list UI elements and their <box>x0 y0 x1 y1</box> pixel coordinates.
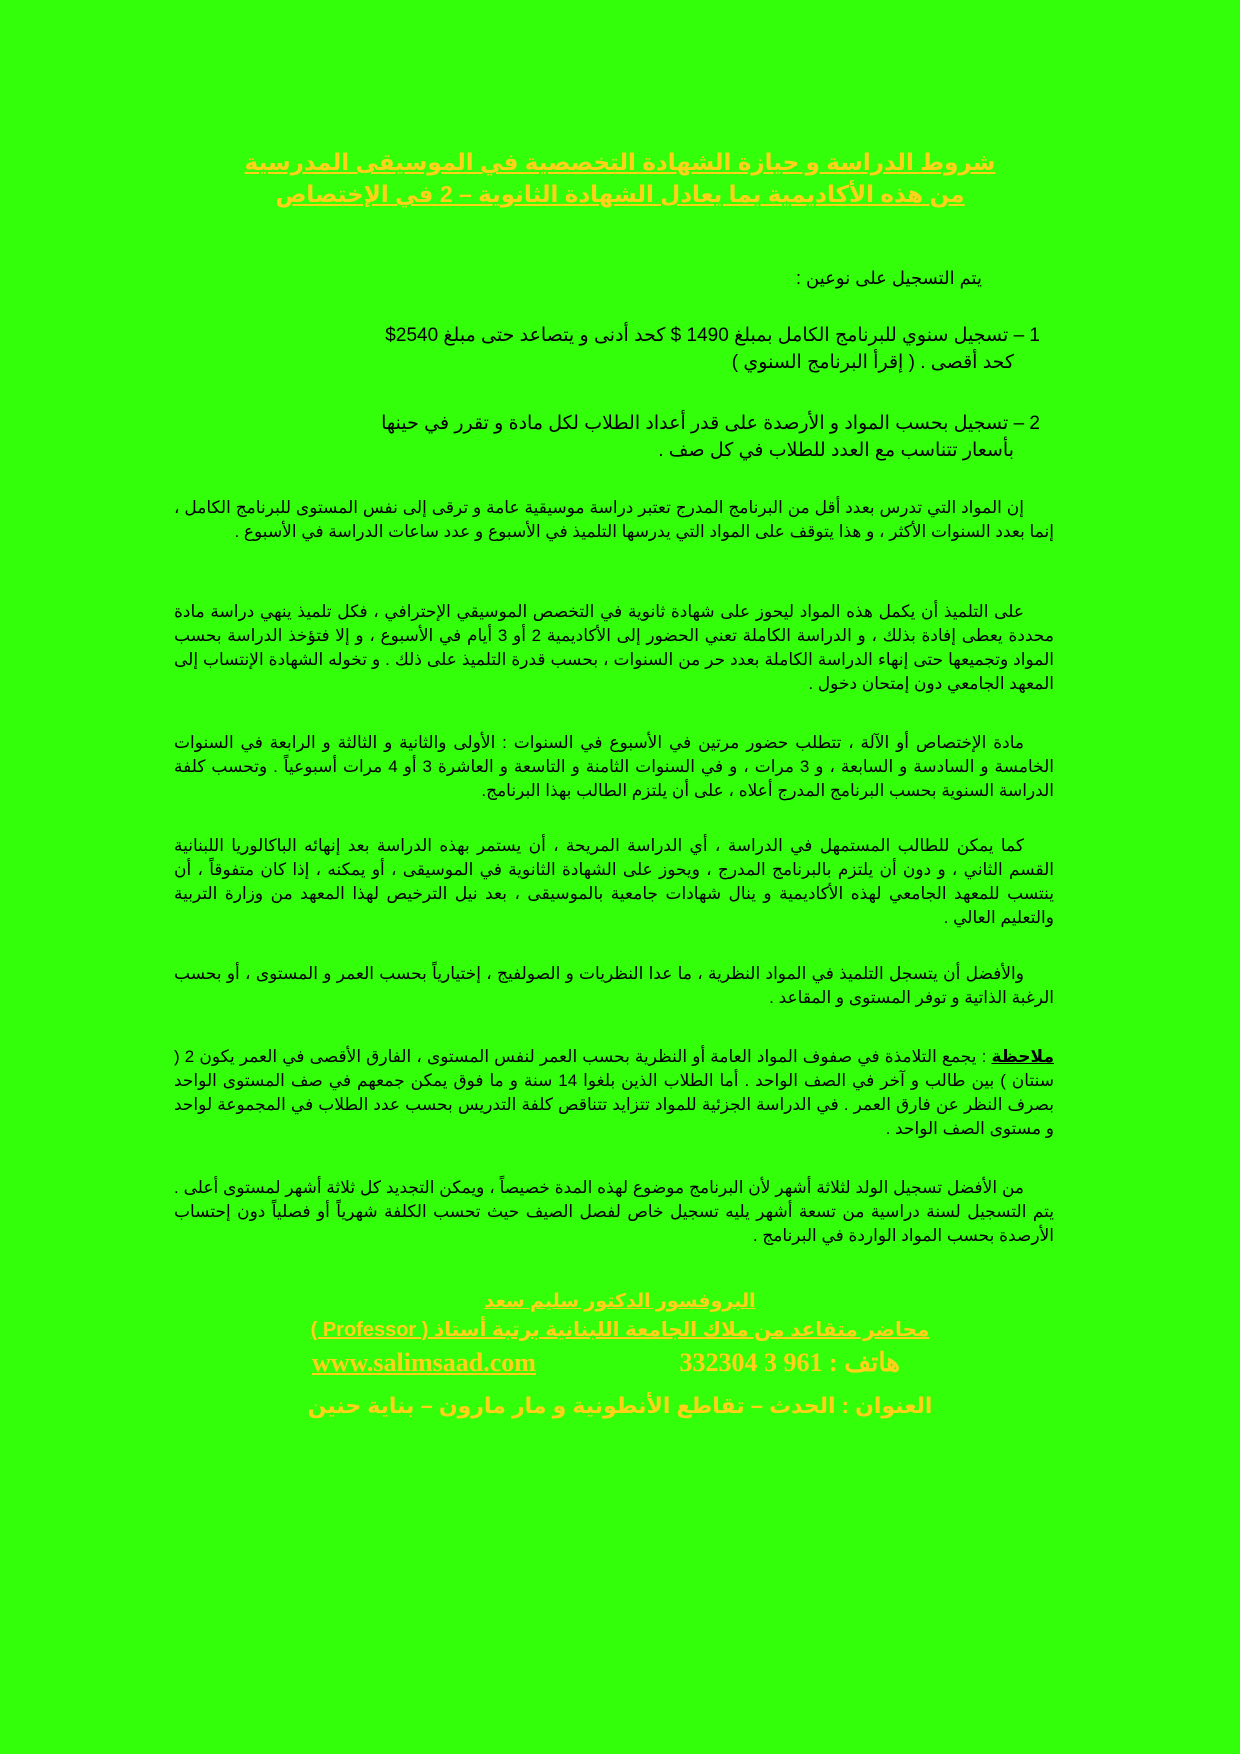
paragraph-1 <box>174 496 1054 544</box>
signature-contact <box>300 1348 940 1380</box>
paragraph-2 <box>174 600 1054 696</box>
intro-text: يتم التسجيل على نوعين : <box>796 268 982 288</box>
title-line-2: من هذه الأكاديمية بما يعادل الشهادة الثانوية – 2 في الإختصاص <box>275 181 965 207</box>
item-1-line-2: كحد أقصى . ( إقرأ البرنامج السنوي ) <box>731 352 1014 373</box>
note-paragraph <box>174 1045 1054 1141</box>
title-line-1: شروط الدراسة و حيازة الشهادة التخصصية في الموسيقى المدرسية <box>244 149 996 175</box>
website-link[interactable]: www.salimsaad.com <box>312 1348 536 1377</box>
note-label: ملاحظة <box>991 1047 1054 1066</box>
paragraph-4 <box>174 834 1054 930</box>
phone-number: هاتف : 961 3 332304 <box>679 1348 900 1377</box>
registration-item-1 <box>240 322 1040 376</box>
document-title <box>200 146 1040 210</box>
paragraph-5 <box>174 962 1054 1010</box>
note-text: : يجمع التلامذة في صفوف المواد العامة أو النظرية بحسب العمر لنفس المستوى ، الفارق الأقصى في العمر يكون 2 ( سنتان ) بين طالب و آخر في الصف الواحد . أما الطلاب الذين بلغوا 14 سنة و ما فوق يمكن جمعهم في صف المستوى الواحد بصرف النظر عن فارق العمر . في الدراسة الجزئية للمواد تتزايد تتناقص كلفة التدريس بحسب عدد الطلاب في المجموعة لواحد و مستوى الصف الواحد . <box>174 1047 1054 1138</box>
signature-position: محاضر متقاعد من ملاك الجامعة اللبنانية برتبة أستاذ ( Professor ) <box>310 1319 930 1341</box>
paragraph-4-text: كما يمكن للطالب المستمهل في الدراسة ، أي الدراسة المريحة ، أن يستمر بهذه الدراسة بعد إنهائه الباكالوريا اللبنانية القسم الثاني ، و دون أن يلتزم بالبرنامج المدرج ، ويحوز على الشهادة الثانوية في الموسيقى ، أو يمكنه ، إذا كان متفوقاً ، أن ينتسب للمعهد الجامعي لهذه الأكاديمية و ينال شهادات جامعية بالموسيقى ، بعد نيل الترخيص لهذا المعهد من وزارة التربية والتعليم العالي . <box>174 836 1054 927</box>
paragraph-2-text: على التلميذ أن يكمل هذه المواد ليحوز على شهادة ثانوية في التخصص الموسيقي الإحترافي ، فكل تلميذ ينهي دراسة مادة محددة يعطى إفادة بذلك ، و الدراسة الكاملة تعني الحضور إلى الأكاديمية 2 أو 3 أيام في الأسبوع ، و إلا فتؤخذ الدراسة بحسب المواد وتجميعها حتى إنهاء الدراسة الكاملة بعدد حر من السنوات ، بحسب قدرة التلميذ على ذلك . و تخوله الشهادة الإنتساب إلى المعهد الجامعي دون إمتحان دخول . <box>174 602 1054 693</box>
closing-text: من الأفضل تسجيل الولد لثلاثة أشهر لأن البرنامج موضوع لهذه المدة خصيصاً ، ويمكن التجديد كل ثلاثة أشهر لمستوى أعلى . يتم التسجيل لسنة دراسية من تسعة أشهر يليه تسجيل خاص لفصل الصيف حيث تحسب الكلفة شهرياً أو فصلياً دون إحتساب الأرصدة بحسب المواد الواردة في البرنامج . <box>174 1178 1054 1245</box>
paragraph-1-text: إن المواد التي تدرس بعدد أقل من البرنامج المدرج تعتبر دراسة موسيقية عامة و ترقى إلى نفس المستوى للبرنامج الكامل ، إنما بعدد السنوات الأكثر ، و هذا يتوقف على المواد التي يدرسها التلميذ في الأسبوع و عدد ساعات الدراسة في الأسبوع . <box>174 498 1054 541</box>
item-2-line-1: 2 – تسجيل بحسب المواد و الأرصدة على قدر أعداد الطلاب لكل مادة و تقرر في حينها <box>381 413 1040 434</box>
signature-name: البروفسور الدكتور سليم سعد <box>484 1291 756 1312</box>
closing-paragraph <box>174 1176 1054 1248</box>
registration-item-2 <box>240 410 1040 464</box>
signature-address: العنوان : الحدث – تقاطع الأنطونية و مار مارون – بناية حنين <box>307 1393 933 1418</box>
item-1-line-1: 1 – تسجيل سنوي للبرنامج الكامل بمبلغ 1490 $ كحد أدنى و يتصاعد حتى مبلغ 2540$ <box>385 325 1040 346</box>
paragraph-5-text: والأفضل أن يتسجل التلميذ في المواد النظرية ، ما عدا النظريات و الصولفيج ، إختيارياً بحسب العمر و المستوى ، أو بحسب الرغبة الذاتية و توفر المستوى و المقاعد . <box>174 964 1054 1007</box>
paragraph-3 <box>174 731 1054 803</box>
item-2-line-2: بأسعار تتناسب مع العدد للطلاب في كل صف . <box>658 440 1014 461</box>
paragraph-3-text: مادة الإختصاص أو الآلة ، تتطلب حضور مرتين في الأسبوع في السنوات : الأولى والثانية و الثالثة و الرابعة في السنوات الخامسة و السادسة و السابعة ، و 3 مرات ، و في السنوات الثامنة و التاسعة و العاشرة 3 أو 4 مرات أسبوعياً . وتحسب كلفة الدراسة السنوية بحسب البرنامج المدرج أعلاه ، على أن يلتزم الطالب بهذا البرنامج. <box>174 733 1054 800</box>
